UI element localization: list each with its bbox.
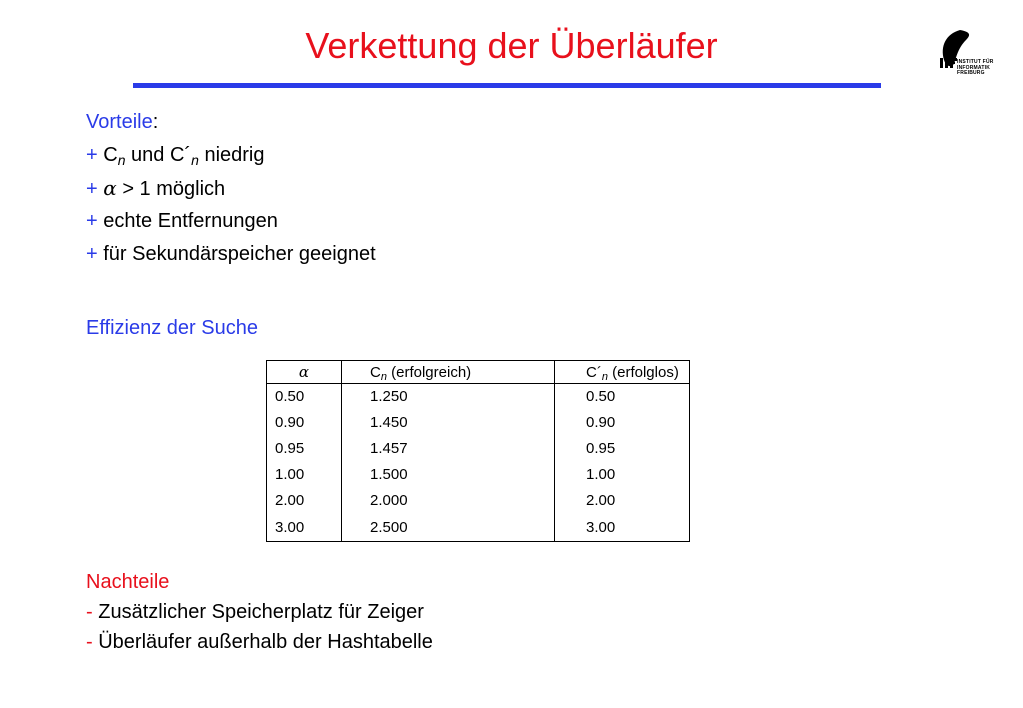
nachteile-heading-text: Nachteile (86, 571, 170, 593)
minus-bullet: - (86, 631, 93, 653)
cell-success: 1.450 (342, 409, 555, 435)
nachteile-item-2 (86, 627, 433, 657)
nachteile-heading (86, 568, 433, 597)
subscript-n: n (380, 370, 387, 383)
item-text: für Sekundärspeicher geeignet (103, 243, 376, 265)
cell-success: 1.250 (342, 384, 555, 410)
vorteile-item-2 (86, 172, 376, 205)
cell-alpha: 2.00 (267, 487, 342, 513)
header-success (342, 361, 555, 384)
table-row (267, 513, 690, 542)
header-text: (erfolgreich) (386, 363, 472, 381)
minus-bullet: - (86, 601, 93, 623)
plus-bullet: + (86, 243, 98, 265)
alpha-symbol: α (103, 176, 117, 200)
subscript-n: n (191, 152, 199, 168)
cell-alpha: 0.90 (267, 409, 342, 435)
cell-success: 2.000 (342, 487, 555, 513)
vorteile-section (86, 106, 376, 271)
plus-bullet: + (86, 178, 98, 200)
cell-alpha: 0.95 (267, 435, 342, 461)
item-text: echte Entfernungen (103, 210, 278, 232)
header-failure (555, 361, 690, 384)
table-row (267, 384, 690, 410)
item-text: Zusätzlicher Speicherplatz für Zeiger (98, 601, 424, 623)
item-text: Überläufer außerhalb der Hashtabelle (98, 631, 433, 653)
logo-caption (957, 60, 994, 77)
c-symbol: C (370, 363, 381, 381)
table-header-row (267, 361, 690, 384)
table-row (267, 409, 690, 435)
cell-alpha: 0.50 (267, 384, 342, 410)
item-text-post: niedrig (198, 144, 265, 166)
nachteile-section (86, 568, 433, 657)
vorteile-heading-text: Vorteile (86, 111, 153, 133)
header-text: (erfolglos) (607, 363, 679, 381)
vorteile-item-3 (86, 205, 376, 238)
table-row (267, 487, 690, 513)
logo-line-3: FREIBURG (957, 70, 985, 76)
cell-success: 1.457 (342, 435, 555, 461)
title-underline (133, 83, 881, 88)
logo-line-1: INSTITUT FÜR (957, 59, 994, 65)
item-text-mid: und C´ (125, 144, 192, 166)
header-alpha (267, 361, 342, 384)
plus-bullet: + (86, 144, 98, 166)
c-prime-symbol: C´ (586, 363, 602, 381)
subscript-n: n (117, 152, 126, 168)
cell-failure: 3.00 (586, 518, 616, 536)
c-symbol: C (103, 144, 118, 166)
vorteile-item-4 (86, 238, 376, 271)
nachteile-item-1 (86, 597, 433, 627)
cell-failure: 0.50 (586, 388, 616, 405)
cell-success: 1.500 (342, 461, 555, 487)
cell-failure: 2.00 (586, 491, 616, 509)
vorteile-item-1 (86, 139, 376, 172)
subscript-n: n (601, 370, 608, 383)
vorteile-colon: : (152, 111, 159, 133)
cell-alpha: 3.00 (267, 513, 342, 542)
logo-line-2: INFORMATIK (957, 64, 991, 71)
cell-failure: 1.00 (586, 465, 616, 483)
table-row (267, 435, 690, 461)
slide-title: Verkettung der Überläufer (305, 25, 718, 66)
alpha-symbol: α (298, 363, 310, 381)
cell-failure: 0.90 (586, 413, 616, 431)
table-row (267, 461, 690, 487)
item-text-post: > 1 möglich (116, 178, 226, 200)
cell-alpha: 1.00 (267, 461, 342, 487)
efficiency-table (266, 360, 690, 542)
vorteile-heading (86, 106, 376, 139)
cell-failure: 0.95 (586, 439, 616, 457)
plus-bullet: + (86, 210, 98, 232)
effizienz-heading: Effizienz der Suche (86, 317, 258, 339)
cell-success: 2.500 (342, 513, 555, 542)
